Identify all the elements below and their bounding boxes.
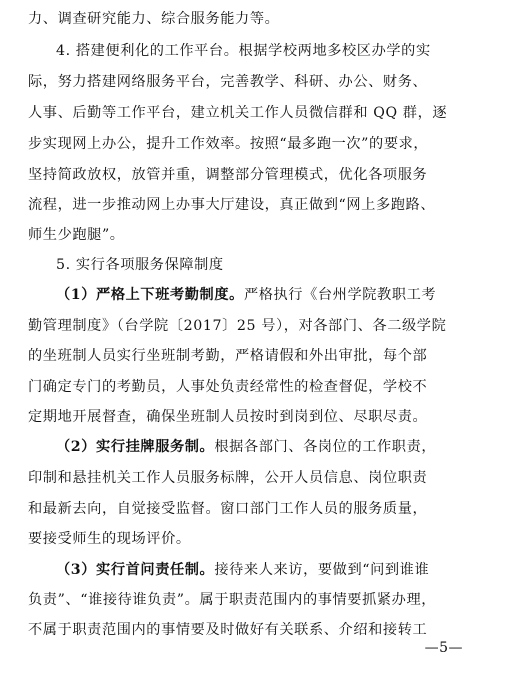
text-line-2: 4. 搭建便利化的工作平台。根据学校两地多校区办学的实 (56, 43, 431, 59)
text-line-6: 坚持简政放权，放管并重，调整部分管理模式，优化各项服务 (28, 167, 428, 183)
page-number: —5— (424, 640, 463, 656)
text-line-8: 师生少跑腿”。 (28, 227, 125, 243)
text-line-18: 要接受师生的现场评价。 (28, 531, 191, 547)
text-line-12: 的坐班制人员实行坐班制考勤，严格请假和外出审批，每个部 (28, 348, 428, 364)
text-line-16: 印制和悬挂机关工作人员服务标牌，公开人员信息、岗位职责 (28, 470, 428, 486)
text-line-15: （2）实行挂牌服务制。根据各部门、各岗位的工作职责， (56, 439, 437, 455)
text-line-19: （3）实行首问责任制。接待来人来访，要做到“问到谁谁 (56, 562, 430, 578)
text-line-11: 勤管理制度》（台学院〔2017〕25 号），对各部门、各二级学院 (28, 318, 447, 334)
text-line-4: 人事、后勤等工作平台，建立机关工作人员微信群和 QQ 群，逐 (28, 105, 448, 121)
text-line-20: 负责”、“谁接待谁负责”。属于职责范围内的事情要抓紧办理， (28, 592, 437, 608)
text-line-10: （1）严格上下班考勤制度。严格执行《台州学院教职工考 (56, 287, 437, 303)
text-line-21: 不属于职责范围内的事情要及时做好有关联系、介绍和接转工 (28, 622, 428, 638)
text-line-3: 际，努力搭建网络服务平台，完善教学、科研、办公、财务、 (28, 74, 428, 90)
subsection-heading-3: （3）实行首问责任制。 (56, 562, 215, 578)
subsection-heading-1: （1）严格上下班考勤制度。 (56, 287, 244, 303)
section-heading: 5. 实行各项服务保障制度 (56, 257, 224, 273)
text-line-13: 门确定专门的考勤员，人事处负责经常性的检查督促，学校不 (28, 379, 428, 395)
text-line-1: 力、调查研究能力、综合服务能力等。 (28, 11, 280, 27)
subsection-heading-2: （2）实行挂牌服务制。 (56, 439, 215, 455)
text-line-7: 流程，进一步推动网上办事大厅建设，真正做到“网上多跑路、 (28, 197, 436, 213)
text-line-14: 定期地开展督查，确保坐班制人员按时到岗到位、尽职尽责。 (28, 409, 428, 425)
text-line-5: 步实现网上办公，提升工作效率。按照“最多跑一次”的要求， (28, 136, 429, 152)
text-line-17: 和最新去向，自觉接受监督。窗口部门工作人员的服务质量， (28, 501, 428, 517)
